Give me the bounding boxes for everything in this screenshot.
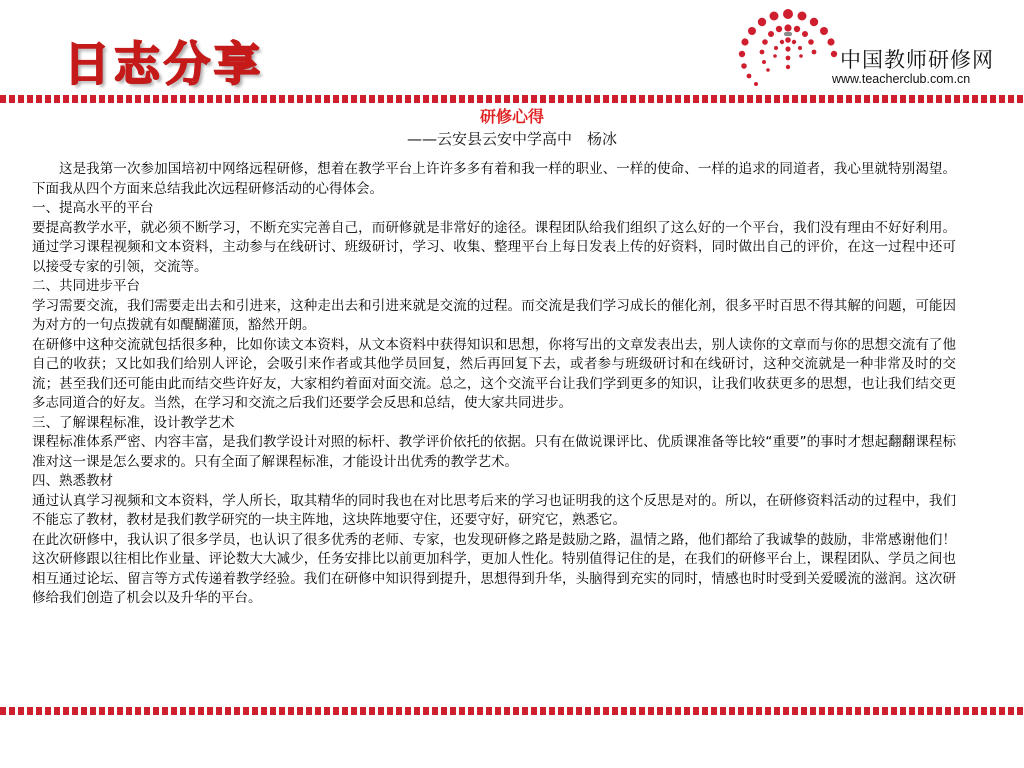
- top-divider-band: [0, 95, 1024, 103]
- section-heading-4: 四、熟悉教材: [32, 473, 113, 489]
- article-paragraph: 在研修中这种交流就包括很多种，比如你读文本资料，从文本资料中获得知识和思想，你将写出的文章发表出去，别人读你的文章而与你的思想交流有了他自己的收获；又比如我们给别人评论，会吸引来作者或其他学员回复，然后再回复下去，或者参与班级研讨和在线研讨，这种交流就是一种非常及时的交流；甚至我们还可能由此而结交些许好友，大家相约着面对面交流。总之，这个交流平台让我们学到更多的知识，让我们收获更多的思想，也让我们结交更多志同道合的好友。当然，在学习和交流之后我们还要学会反思和总结，使大家共同进步。: [32, 336, 956, 411]
- bottom-divider-band: [0, 707, 1024, 715]
- section-heading-3: 三、了解课程标准，设计教学艺术: [32, 414, 235, 431]
- article-byline: ——云安县云安中学高中 杨冰: [406, 130, 617, 148]
- brand-url: www.teacherclub.com.cn: [832, 72, 971, 86]
- article-paragraph: 学习需要交流，我们需要走出去和引进来，这种走出去和引进来就是交流的过程。而交流是我们学习成长的催化剂，很多平时百思不得其解的问题，可能因为对方的一句点拨就有如醍醐灌顶，豁然开朗。: [32, 297, 956, 333]
- article-paragraph-intro: 这是我第一次参加国培初中网络远程研修，想着在教学平台上许许多多有着和我一样的职业、一样的使命、一样的追求的同道者，我心里就特别渴望。下面我从四个方面来总结我此次远程研修活动的心得体会。: [32, 161, 956, 197]
- article-paragraph: 课程标准体系严密、内容丰富，是我们教学设计对照的标杆、教学评价依托的依据。只有在做说课评比、优质课准备等比较“重要”的事时才想起翻翻课程标准对这一课是怎么要求的。只有全面了解课程标准，才能设计出优秀的教学艺术。: [32, 434, 956, 470]
- header-title: 日志分享: [64, 37, 264, 91]
- article-body: [32, 160, 956, 609]
- section-heading-1: 一、提高水平的平台: [32, 200, 154, 216]
- brand-name: 中国教师研修网: [840, 48, 994, 72]
- article-paragraph: 要提高教学水平，就必须不断学习，不断充实完善自己，而研修就是非常好的途径。课程团队给我们组织了这么好的一个平台，我们没有理由不好好利用。通过学习课程视频和文本资料，主动参与在线研讨、班级研讨，学习、收集、整理平台上每日发表上传的好资料，同时做出自己的评价，在这一过程中还可以接受专家的引领，交流等。: [32, 219, 956, 275]
- article-paragraph: 通过认真学习视频和文本资料，学人所长，取其精华的同时我也在对比思考后来的学习也证明我的这个反思是对的。所以，在研修资料活动的过程中，我们不能忘了教材，教材是我们教学研究的一块主阵地，这块阵地要守住，还要守好，研究它，熟悉它。: [32, 492, 956, 528]
- teacherclub-dots-logo-icon: [728, 4, 848, 90]
- article-title: 研修心得: [479, 107, 544, 126]
- section-heading-2: 二、共同进步平台: [32, 278, 140, 294]
- article-paragraph-closing: 在此次研修中，我认识了很多学员，也认识了很多优秀的老师、专家，也发现研修之路是鼓励之路，温情之路，他们都给了我诚挚的鼓励，非常感谢他们！这次研修跟以往相比作业量、评论数大大减少，任务安排比以前更加科学，更加人性化。特别值得记住的是，在我们的研修平台上，课程团队、学员之间也相互通过论坛、留言等方式传递着教学经验。我们在研修中知识得到提升，思想得到升华，头脑得到充实的同时，情感也时时受到关爱暖流的滋润。这次研修给我们创造了机会以及升华的平台。: [32, 531, 956, 606]
